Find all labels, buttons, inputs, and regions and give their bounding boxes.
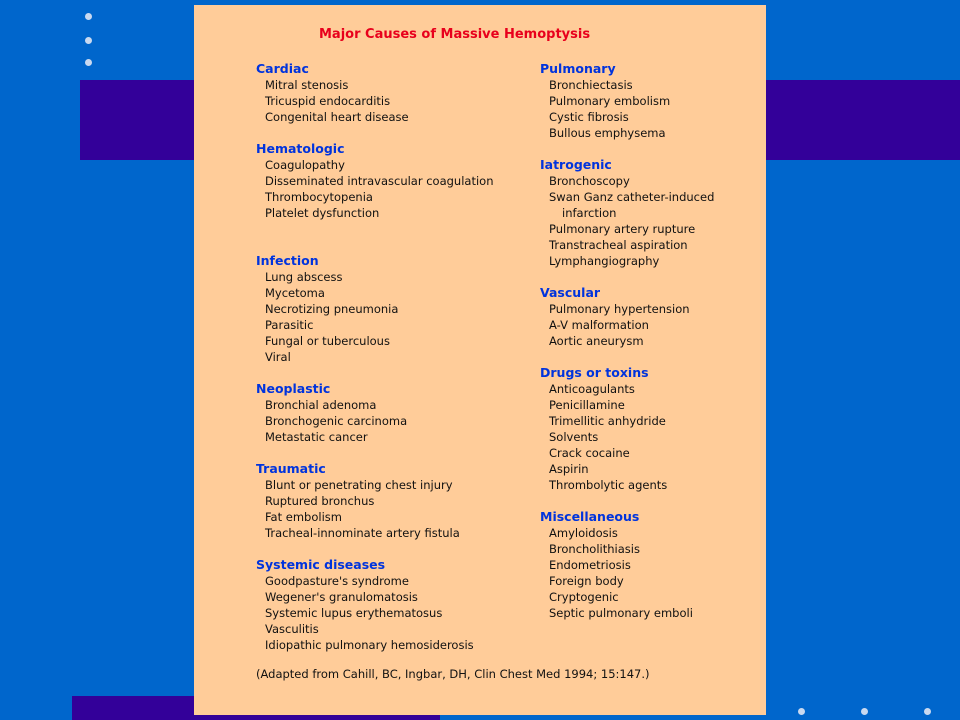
list-item: Mycetoma — [265, 286, 325, 300]
dot-icon — [861, 708, 868, 715]
section-iatrogenic — [540, 157, 800, 269]
left-column — [256, 61, 516, 653]
list-item: Bronchoscopy — [549, 174, 630, 188]
list-item: Bullous emphysema — [549, 126, 666, 140]
list-item: Pulmonary embolism — [549, 94, 671, 108]
list-item: Lymphangiography — [549, 254, 660, 268]
list-item: Fat embolism — [265, 510, 342, 524]
section-heading: Miscellaneous — [540, 509, 640, 524]
list-item: Penicillamine — [549, 398, 625, 412]
section-drugs-or-toxins — [540, 365, 800, 493]
list-item: Idiopathic pulmonary hemosiderosis — [265, 638, 474, 652]
list-item: Parasitic — [265, 318, 314, 332]
section-hematologic — [256, 141, 516, 221]
list-item: Aspirin — [549, 462, 589, 476]
list-item: Septic pulmonary emboli — [549, 606, 693, 620]
list-item: Endometriosis — [549, 558, 631, 572]
list-item: Broncholithiasis — [549, 542, 640, 556]
dot-icon — [924, 708, 931, 715]
list-item: Vasculitis — [265, 622, 319, 636]
list-item: Swan Ganz catheter-induced — [549, 190, 715, 204]
list-item: Disseminated intravascular coagulation — [265, 174, 494, 188]
list-item: Foreign body — [549, 574, 624, 588]
section-heading: Drugs or toxins — [540, 365, 649, 380]
list-item: Lung abscess — [265, 270, 343, 284]
section-pulmonary — [540, 61, 800, 141]
list-item: Bronchogenic carcinoma — [265, 414, 408, 428]
section-heading: Cardiac — [256, 61, 309, 76]
right-column — [540, 61, 800, 621]
list-item: Tricuspid endocarditis — [265, 94, 391, 108]
list-item: Cryptogenic — [549, 590, 619, 604]
list-item: Pulmonary artery rupture — [549, 222, 696, 236]
section-heading: Traumatic — [256, 461, 326, 476]
list-item: Solvents — [549, 430, 599, 444]
section-traumatic — [256, 461, 516, 541]
list-item: Necrotizing pneumonia — [265, 302, 399, 316]
section-cardiac — [256, 61, 516, 125]
list-item: Aortic aneurysm — [549, 334, 644, 348]
list-item: Pulmonary hypertension — [549, 302, 690, 316]
section-heading: Infection — [256, 253, 319, 268]
list-item: Trimellitic anhydride — [549, 414, 666, 428]
list-item: Blunt or penetrating chest injury — [265, 478, 453, 492]
list-item: Congenital heart disease — [265, 110, 409, 124]
list-item: Tracheal-innominate artery fistula — [265, 526, 460, 540]
list-item: Crack cocaine — [549, 446, 630, 460]
list-item: Anticoagulants — [549, 382, 635, 396]
section-heading: Iatrogenic — [540, 157, 612, 172]
list-item: A-V malformation — [549, 318, 649, 332]
list-item: Wegener's granulomatosis — [265, 590, 418, 604]
list-item: Amyloidosis — [549, 526, 618, 540]
slide-title: Major Causes of Massive Hemoptysis — [319, 27, 591, 42]
list-item-continuation: infarction — [562, 206, 617, 220]
section-neoplastic — [256, 381, 516, 445]
dot-icon — [798, 708, 805, 715]
list-item: Thrombocytopenia — [265, 190, 373, 204]
section-heading: Systemic diseases — [256, 557, 386, 572]
list-item: Fungal or tuberculous — [265, 334, 390, 348]
section-vascular — [540, 285, 800, 349]
list-item: Bronchial adenoma — [265, 398, 377, 412]
section-heading: Hematologic — [256, 141, 345, 156]
list-item: Systemic lupus erythematosus — [265, 606, 443, 620]
section-heading: Pulmonary — [540, 61, 616, 76]
list-item: Transtracheal aspiration — [549, 238, 688, 252]
dot-icon — [85, 59, 92, 66]
source-footnote: (Adapted from Cahill, BC, Ingbar, DH, Clin Chest Med 1994; 15:147.) — [256, 667, 650, 681]
list-item: Goodpasture's syndrome — [265, 574, 409, 588]
dot-icon — [85, 37, 92, 44]
section-miscellaneous — [540, 509, 800, 621]
content-panel — [194, 5, 766, 715]
list-item: Mitral stenosis — [265, 78, 349, 92]
dot-icon — [85, 13, 92, 20]
list-item: Cystic fibrosis — [549, 110, 629, 124]
section-heading: Neoplastic — [256, 381, 331, 396]
section-heading: Vascular — [540, 285, 601, 300]
section-systemic-diseases — [256, 557, 516, 653]
list-item: Platelet dysfunction — [265, 206, 380, 220]
list-item: Viral — [265, 350, 291, 364]
list-item: Bronchiectasis — [549, 78, 633, 92]
list-item: Coagulopathy — [265, 158, 345, 172]
list-item: Thrombolytic agents — [549, 478, 668, 492]
list-item: Metastatic cancer — [265, 430, 368, 444]
list-item: Ruptured bronchus — [265, 494, 375, 508]
section-infection — [256, 253, 516, 365]
